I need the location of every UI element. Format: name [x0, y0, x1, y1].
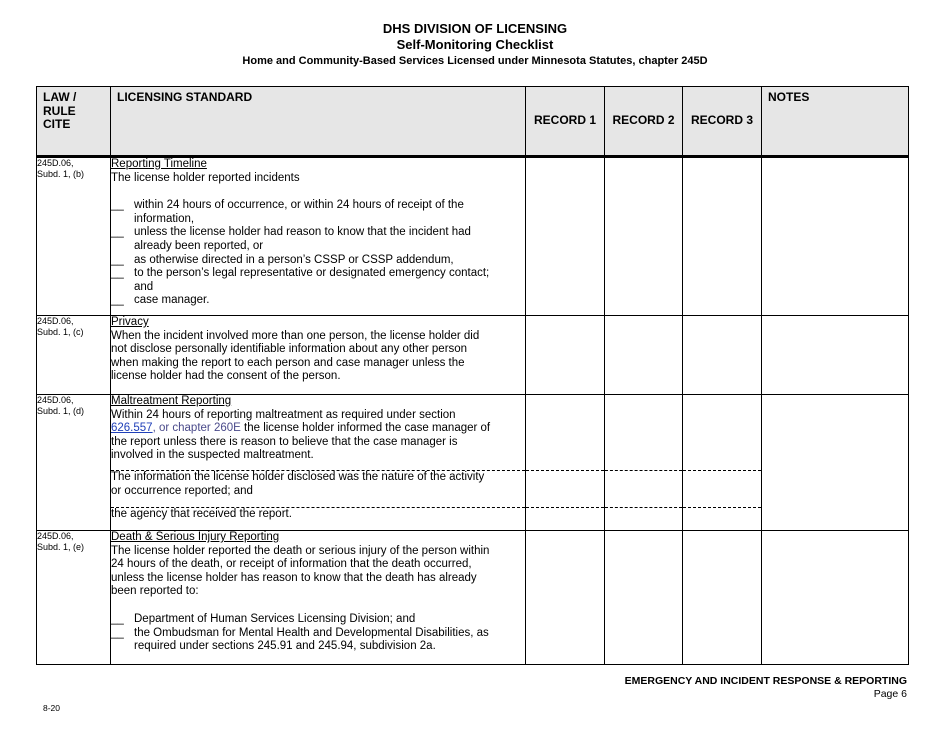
check-blank: __: [111, 612, 124, 625]
record-1-cell[interactable]: [526, 157, 605, 316]
record-2-cell[interactable]: [605, 157, 683, 316]
law-cite: 245D.06, Subd. 1, (b): [37, 157, 111, 316]
record-3-cell[interactable]: [683, 157, 762, 316]
record-3-cell[interactable]: [683, 395, 762, 471]
table-row: [37, 395, 909, 471]
notes-cell[interactable]: [762, 157, 909, 316]
col-header-cite: LAW / RULE CITE: [37, 87, 111, 157]
notes-cell[interactable]: [762, 316, 909, 395]
record-1-cell[interactable]: [526, 395, 605, 471]
col-header-notes: NOTES: [762, 87, 909, 157]
table-header-row: [37, 87, 909, 157]
section-title: EMERGENCY AND INCIDENT RESPONSE & REPORTING: [624, 675, 907, 687]
check-blank: __: [111, 199, 124, 212]
checklist-item[interactable]: __ within 24 hours of occurrence, or within 24 hours of receipt of the information,: [111, 199, 464, 225]
standard-heading: Privacy: [111, 316, 149, 328]
table-row: [37, 157, 909, 316]
record-2-cell[interactable]: [605, 508, 683, 531]
check-blank: __: [111, 267, 124, 280]
table-row: [37, 531, 909, 665]
record-1-cell[interactable]: [526, 316, 605, 395]
law-cite: 245D.06, Subd. 1, (d): [37, 395, 111, 531]
record-3-cell[interactable]: [683, 531, 762, 665]
revision-date: 8-20: [43, 703, 61, 713]
document-scope: Home and Community-Based Services Licensed under Minnesota Statutes, chapter 245D: [242, 55, 708, 67]
record-1-cell[interactable]: [526, 471, 605, 508]
record-2-cell[interactable]: [605, 316, 683, 395]
checklist-item[interactable]: __ as otherwise directed in a person’s CSSP or CSSP addendum,: [111, 253, 454, 266]
notes-cell[interactable]: [762, 531, 909, 665]
licensing-standard: Reporting Timeline The license holder reported incidents __ within 24 hours of occurrence, or within 24 hours of receipt of the information, __ unless the license holder had reason to know that the incident had already been reported, or __ as otherwise directed in a person’s CSSP or CSSP addendum, __ to the person’s legal representative or designated emergency contact; and __ case manager.: [111, 157, 526, 316]
statute-link[interactable]: 626.557: [111, 422, 153, 435]
notes-cell[interactable]: [762, 395, 909, 531]
checklist-item[interactable]: __ the Ombudsman for Mental Health and Developmental Disabilities, as required under sections 245.91 and 245.94, subdivision 2a.: [111, 626, 489, 653]
document-subtitle: Self-Monitoring Checklist: [396, 37, 554, 52]
checklist-table: [36, 86, 909, 665]
law-cite: 245D.06, Subd. 1, (c): [37, 316, 111, 395]
licensing-standard: Death & Serious Injury Reporting The license holder reported the death or serious injury of the person within 24 hours of the death, or receipt of information that the death occurred, unless the license holder has reason to know that the death has already been reported to: __ Department of Human Services Licensing Division; and __ the Ombudsman for Mental Health and Developmental Disabilities, as required under sections 245.91 and 245.94, subdivision 2a.: [111, 531, 526, 665]
standard-heading: Reporting Timeline: [111, 158, 207, 170]
check-blank: __: [111, 294, 124, 307]
record-2-cell[interactable]: [605, 395, 683, 471]
document-title: DHS DIVISION OF LICENSING: [382, 21, 568, 36]
record-3-cell[interactable]: [683, 316, 762, 395]
page-number: Page 6: [873, 688, 907, 700]
checklist-item[interactable]: __ Department of Human Services Licensing Division; and: [111, 612, 416, 625]
standard-heading: Maltreatment Reporting: [111, 395, 232, 407]
law-cite: 245D.06, Subd. 1, (e): [37, 531, 111, 665]
col-header-record-2: RECORD 2: [605, 87, 683, 157]
check-blank: __: [111, 626, 124, 639]
check-blank: __: [111, 226, 124, 239]
licensing-standard: the agency that received the report.: [111, 508, 526, 531]
record-1-cell[interactable]: [526, 531, 605, 665]
col-header-standard: LICENSING STANDARD: [111, 87, 526, 157]
table-row: [37, 316, 909, 395]
record-1-cell[interactable]: [526, 508, 605, 531]
checklist-item[interactable]: __ to the person’s legal representative or designated emergency contact; and: [111, 267, 490, 293]
col-header-record-1: RECORD 1: [526, 87, 605, 157]
checklist-item[interactable]: __ unless the license holder had reason to know that the incident had already been reported, or: [111, 226, 471, 252]
licensing-standard: Maltreatment Reporting Within 24 hours of reporting maltreatment as required under section 626.557, or chapter 260E the license holder informed the case manager of the report unless there is reason to believe that the case manager is involved in the suspected maltreatment.: [111, 395, 526, 471]
check-blank: __: [111, 253, 124, 266]
record-2-cell[interactable]: [605, 471, 683, 508]
licensing-standard: The information the license holder disclosed was the nature of the activity or occurrence reported; and: [111, 471, 526, 508]
record-3-cell[interactable]: [683, 508, 762, 531]
record-2-cell[interactable]: [605, 531, 683, 665]
checklist-item[interactable]: __ case manager.: [111, 294, 210, 307]
record-3-cell[interactable]: [683, 471, 762, 508]
standard-heading: Death & Serious Injury Reporting: [111, 531, 280, 543]
col-header-record-3: RECORD 3: [683, 87, 762, 157]
licensing-standard: Privacy When the incident involved more than one person, the license holder did not disclose personally identifiable information about any other person when making the report to each person and case manager unless the license holder had the consent of the person.: [111, 316, 526, 395]
